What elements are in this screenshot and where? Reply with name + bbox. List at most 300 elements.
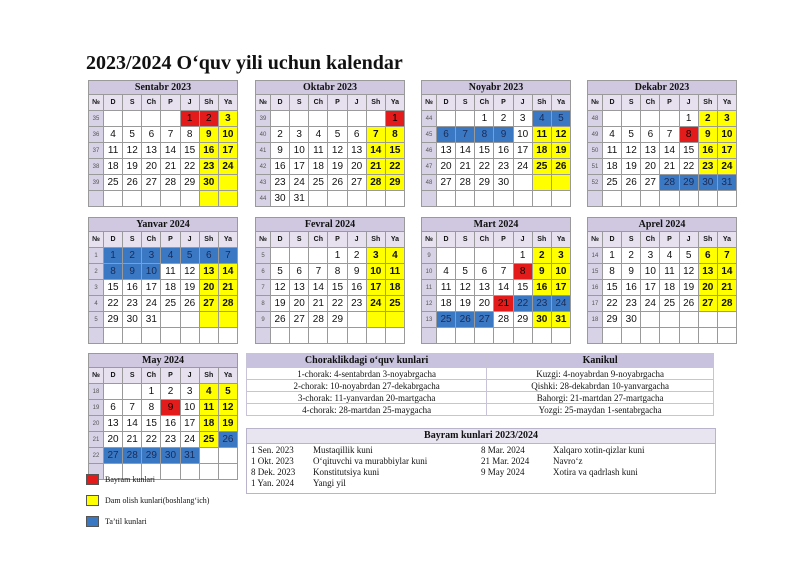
day-cell (271, 248, 290, 264)
day-cell (437, 191, 456, 207)
month-title: Mart 2024 (422, 218, 571, 232)
day-header: D (271, 232, 290, 248)
day-cell: 30 (199, 175, 218, 191)
day-cell: 25 (309, 175, 328, 191)
day-cell: 9 (494, 127, 513, 143)
day-cell: 9 (123, 264, 142, 280)
day-cell: 14 (494, 280, 513, 296)
day-cell (513, 191, 532, 207)
day-cell: 18 (437, 296, 456, 312)
day-cell: 1 (513, 248, 532, 264)
day-cell: 23 (347, 296, 366, 312)
week-number (89, 191, 104, 207)
day-cell: 22 (142, 432, 161, 448)
day-cell: 7 (660, 127, 679, 143)
day-header: Ya (551, 95, 570, 111)
week-number: 1 (89, 248, 104, 264)
day-header: Sh (532, 95, 551, 111)
day-cell (603, 328, 622, 344)
day-cell: 6 (347, 127, 366, 143)
day-header: Ch (142, 95, 161, 111)
day-cell: 7 (494, 264, 513, 280)
day-header: Ya (218, 95, 237, 111)
day-cell (641, 111, 660, 127)
day-header: Sh (366, 95, 385, 111)
week-number: 18 (588, 312, 603, 328)
day-cell (199, 191, 218, 207)
day-cell: 16 (123, 280, 142, 296)
day-cell: 27 (475, 312, 494, 328)
day-cell (437, 248, 456, 264)
day-cell: 28 (366, 175, 385, 191)
week-number: 46 (422, 143, 437, 159)
month-calendar (421, 80, 571, 207)
day-header: Ch (475, 232, 494, 248)
day-cell: 10 (717, 127, 736, 143)
day-cell (142, 328, 161, 344)
day-cell: 12 (180, 264, 199, 280)
day-cell: 3 (513, 111, 532, 127)
day-cell: 8 (475, 127, 494, 143)
day-cell: 9 (698, 127, 717, 143)
day-cell: 6 (641, 127, 660, 143)
day-header: Ya (385, 232, 404, 248)
day-cell: 6 (437, 127, 456, 143)
day-cell: 22 (603, 296, 622, 312)
day-header: D (271, 95, 290, 111)
month-title: Fevral 2024 (256, 218, 405, 232)
day-header: D (104, 232, 123, 248)
day-cell (328, 111, 347, 127)
day-cell: 28 (218, 296, 237, 312)
day-cell (437, 328, 456, 344)
legend-swatch-red (86, 474, 99, 485)
day-cell: 2 (347, 248, 366, 264)
day-header: D (104, 368, 123, 384)
day-cell: 13 (142, 143, 161, 159)
day-cell: 20 (142, 159, 161, 175)
week-number: 22 (89, 448, 104, 464)
day-cell: 21 (660, 159, 679, 175)
day-cell (366, 191, 385, 207)
day-cell: 25 (104, 175, 123, 191)
day-cell: 27 (698, 296, 717, 312)
day-cell: 18 (385, 280, 404, 296)
day-cell: 21 (494, 296, 513, 312)
day-cell: 23 (271, 175, 290, 191)
day-header: Ch (142, 368, 161, 384)
day-cell: 13 (347, 143, 366, 159)
day-cell: 5 (328, 127, 347, 143)
day-header: J (347, 232, 366, 248)
day-header: J (180, 368, 199, 384)
day-header: S (123, 95, 142, 111)
day-cell: 2 (532, 248, 551, 264)
day-cell: 20 (347, 159, 366, 175)
day-cell: 12 (551, 127, 570, 143)
day-cell (366, 111, 385, 127)
day-header: S (290, 232, 309, 248)
month-calendar (255, 80, 405, 207)
week-number: 48 (588, 111, 603, 127)
day-cell: 14 (660, 143, 679, 159)
day-cell: 19 (679, 280, 698, 296)
day-cell: 16 (199, 143, 218, 159)
holidays-right-list (481, 445, 644, 478)
month-calendar (421, 217, 571, 344)
day-header: Sh (199, 232, 218, 248)
day-cell (532, 191, 551, 207)
day-cell (123, 384, 142, 400)
day-cell: 29 (385, 175, 404, 191)
week-number (256, 328, 271, 344)
week-number: 52 (588, 175, 603, 191)
day-cell: 22 (328, 296, 347, 312)
day-cell: 25 (385, 296, 404, 312)
day-header: Ch (309, 95, 328, 111)
day-cell: 31 (717, 175, 736, 191)
day-cell: 19 (271, 296, 290, 312)
day-cell: 29 (603, 312, 622, 328)
day-cell (717, 328, 736, 344)
day-header: S (622, 95, 641, 111)
day-cell (199, 328, 218, 344)
day-cell: 31 (180, 448, 199, 464)
week-number: 12 (422, 296, 437, 312)
day-cell (347, 312, 366, 328)
day-cell: 26 (622, 175, 641, 191)
day-cell: 29 (328, 312, 347, 328)
week-number: 13 (422, 312, 437, 328)
day-cell: 16 (532, 280, 551, 296)
day-cell: 1 (104, 248, 123, 264)
day-cell: 25 (603, 175, 622, 191)
day-cell: 6 (199, 248, 218, 264)
day-cell (218, 191, 237, 207)
day-cell (199, 464, 218, 480)
day-cell (385, 312, 404, 328)
day-cell (532, 328, 551, 344)
day-cell: 23 (622, 296, 641, 312)
vacations-header: Kanikul (487, 354, 714, 368)
holiday-name: Yangi yil (313, 478, 346, 488)
holiday-date: 8 Dek. 2023 (251, 467, 296, 477)
day-cell: 30 (271, 191, 290, 207)
day-cell (551, 191, 570, 207)
day-cell: 13 (698, 264, 717, 280)
week-number: 3 (89, 280, 104, 296)
day-cell: 18 (199, 416, 218, 432)
day-cell: 9 (271, 143, 290, 159)
day-cell (161, 464, 180, 480)
day-cell (366, 328, 385, 344)
day-cell: 16 (494, 143, 513, 159)
day-cell: 1 (180, 111, 199, 127)
day-cell: 17 (717, 143, 736, 159)
day-cell (104, 111, 123, 127)
day-cell: 21 (366, 159, 385, 175)
day-cell: 4 (385, 248, 404, 264)
day-cell: 18 (309, 159, 328, 175)
quarters-header: Choraklikdagi o‘quv kunlari (247, 354, 487, 368)
day-header: S (290, 95, 309, 111)
day-cell: 9 (532, 264, 551, 280)
day-cell: 26 (123, 175, 142, 191)
day-cell: 31 (142, 312, 161, 328)
day-cell: 13 (475, 280, 494, 296)
month-title: May 2024 (89, 354, 238, 368)
day-cell (309, 248, 328, 264)
day-cell: 7 (366, 127, 385, 143)
day-cell: 6 (290, 264, 309, 280)
week-number-header: № (422, 232, 437, 248)
day-cell: 3 (717, 111, 736, 127)
day-cell (494, 191, 513, 207)
day-cell: 28 (660, 175, 679, 191)
month-title: Yanvar 2024 (89, 218, 238, 232)
day-header: Ch (641, 232, 660, 248)
month-calendar (88, 217, 238, 344)
quarter-row: 1-chorak: 4-sentabrdan 3-noyabrgacha (247, 368, 487, 380)
day-cell: 16 (347, 280, 366, 296)
day-cell: 15 (475, 143, 494, 159)
day-cell: 24 (717, 159, 736, 175)
holiday-row (481, 456, 644, 467)
day-cell (456, 328, 475, 344)
day-cell: 16 (271, 159, 290, 175)
day-cell: 20 (199, 280, 218, 296)
legend-swatch-yellow (86, 495, 99, 506)
day-cell: 3 (551, 248, 570, 264)
holiday-date: 21 Mar. 2024 (481, 456, 530, 466)
day-header: Sh (698, 232, 717, 248)
day-cell: 28 (494, 312, 513, 328)
holiday-row (251, 445, 427, 456)
day-cell: 4 (532, 111, 551, 127)
day-cell (385, 328, 404, 344)
day-cell: 3 (218, 111, 237, 127)
day-cell: 8 (180, 127, 199, 143)
day-header: Sh (366, 232, 385, 248)
day-cell: 27 (142, 175, 161, 191)
day-cell (513, 175, 532, 191)
day-cell: 27 (437, 175, 456, 191)
day-header: P (494, 232, 513, 248)
day-cell (698, 328, 717, 344)
week-number-header: № (256, 232, 271, 248)
week-number: 39 (89, 175, 104, 191)
holiday-name: Navro‘z (553, 456, 583, 466)
day-cell: 18 (161, 280, 180, 296)
day-cell: 7 (218, 248, 237, 264)
week-number: 19 (89, 400, 104, 416)
day-cell: 1 (142, 384, 161, 400)
day-header: Ya (218, 232, 237, 248)
day-cell: 10 (180, 400, 199, 416)
day-cell (603, 111, 622, 127)
day-cell: 30 (494, 175, 513, 191)
holiday-row (481, 467, 644, 478)
day-cell: 6 (698, 248, 717, 264)
week-number: 39 (256, 111, 271, 127)
week-number: 44 (422, 111, 437, 127)
day-cell (123, 328, 142, 344)
day-cell (437, 111, 456, 127)
day-cell: 16 (698, 143, 717, 159)
day-cell: 25 (660, 296, 679, 312)
day-cell: 5 (622, 127, 641, 143)
day-cell: 15 (679, 143, 698, 159)
day-cell (199, 312, 218, 328)
day-cell: 20 (437, 159, 456, 175)
day-cell: 30 (622, 312, 641, 328)
day-cell: 11 (161, 264, 180, 280)
legend-label: Dam olish kunlari(boshlang‘ich) (105, 496, 210, 505)
day-cell: 7 (161, 127, 180, 143)
day-cell: 5 (679, 248, 698, 264)
day-header: S (456, 232, 475, 248)
day-header: J (513, 95, 532, 111)
day-cell: 1 (328, 248, 347, 264)
week-number: 35 (89, 111, 104, 127)
month-title: Oktabr 2023 (256, 81, 405, 95)
day-cell (717, 312, 736, 328)
day-header: Sh (199, 95, 218, 111)
day-cell (551, 328, 570, 344)
day-cell: 8 (679, 127, 698, 143)
day-cell: 22 (513, 296, 532, 312)
day-cell: 13 (437, 143, 456, 159)
day-cell: 3 (142, 248, 161, 264)
day-cell: 22 (475, 159, 494, 175)
day-cell (660, 328, 679, 344)
day-header: Sh (532, 232, 551, 248)
day-cell: 12 (622, 143, 641, 159)
day-cell (218, 448, 237, 464)
month-title: Sentabr 2023 (89, 81, 238, 95)
holidays-left-list (251, 445, 427, 489)
day-cell (532, 175, 551, 191)
day-cell: 15 (104, 280, 123, 296)
day-cell: 12 (218, 400, 237, 416)
month-calendar (88, 80, 238, 207)
day-cell: 8 (142, 400, 161, 416)
day-cell: 9 (622, 264, 641, 280)
day-cell: 17 (180, 416, 199, 432)
day-cell: 11 (603, 143, 622, 159)
day-cell (180, 464, 199, 480)
day-cell (456, 248, 475, 264)
day-cell: 5 (123, 127, 142, 143)
holiday-date: 1 Sen. 2023 (251, 445, 294, 455)
day-cell: 15 (385, 143, 404, 159)
week-number: 40 (256, 127, 271, 143)
day-cell: 23 (199, 159, 218, 175)
day-cell (698, 312, 717, 328)
day-cell (142, 111, 161, 127)
day-cell (698, 191, 717, 207)
day-cell (161, 111, 180, 127)
day-cell: 26 (551, 159, 570, 175)
day-cell: 15 (603, 280, 622, 296)
day-cell (271, 111, 290, 127)
day-cell: 17 (218, 143, 237, 159)
day-header: D (603, 232, 622, 248)
day-cell: 19 (123, 159, 142, 175)
day-header: P (161, 368, 180, 384)
day-cell: 27 (290, 312, 309, 328)
day-header: P (494, 95, 513, 111)
day-cell: 4 (309, 127, 328, 143)
day-cell: 8 (104, 264, 123, 280)
legend-label: Ta’til kunlari (105, 517, 147, 526)
day-cell (290, 111, 309, 127)
day-cell: 17 (513, 143, 532, 159)
day-cell: 14 (161, 143, 180, 159)
day-header: S (456, 95, 475, 111)
day-cell: 4 (660, 248, 679, 264)
day-cell: 10 (513, 127, 532, 143)
day-cell: 11 (532, 127, 551, 143)
day-cell: 20 (641, 159, 660, 175)
week-number: 9 (422, 248, 437, 264)
holiday-name: O‘qituvchi va murabbiylar kuni (313, 456, 428, 466)
day-header: Ch (309, 232, 328, 248)
day-cell: 24 (641, 296, 660, 312)
month-calendar (255, 217, 405, 344)
day-cell (328, 328, 347, 344)
day-header: J (180, 232, 199, 248)
day-header: J (180, 95, 199, 111)
day-cell (456, 111, 475, 127)
day-cell (622, 191, 641, 207)
day-cell: 7 (309, 264, 328, 280)
day-cell (104, 384, 123, 400)
week-number: 18 (89, 384, 104, 400)
legend-swatch-blue (86, 516, 99, 527)
day-cell: 22 (180, 159, 199, 175)
week-number: 4 (89, 296, 104, 312)
day-header: P (161, 95, 180, 111)
day-cell: 13 (641, 143, 660, 159)
quarters-vacations-table (246, 353, 714, 416)
day-header: Ya (717, 95, 736, 111)
day-cell: 27 (199, 296, 218, 312)
holiday-date: 1 Yan. 2024 (251, 478, 295, 488)
week-number-header: № (422, 95, 437, 111)
day-cell: 23 (123, 296, 142, 312)
day-cell: 14 (309, 280, 328, 296)
day-cell: 10 (218, 127, 237, 143)
day-cell (475, 191, 494, 207)
day-cell (551, 175, 570, 191)
day-header: Ch (142, 232, 161, 248)
week-number: 21 (89, 432, 104, 448)
day-cell (271, 328, 290, 344)
day-cell: 10 (366, 264, 385, 280)
week-number: 49 (588, 127, 603, 143)
day-cell (218, 464, 237, 480)
day-cell: 13 (199, 264, 218, 280)
day-cell: 8 (603, 264, 622, 280)
day-cell: 26 (679, 296, 698, 312)
day-cell: 17 (641, 280, 660, 296)
quarter-row: 4-chorak: 28-martdan 25-maygacha (247, 404, 487, 416)
day-cell: 20 (698, 280, 717, 296)
week-number: 15 (588, 264, 603, 280)
day-cell: 24 (551, 296, 570, 312)
day-cell: 1 (679, 111, 698, 127)
